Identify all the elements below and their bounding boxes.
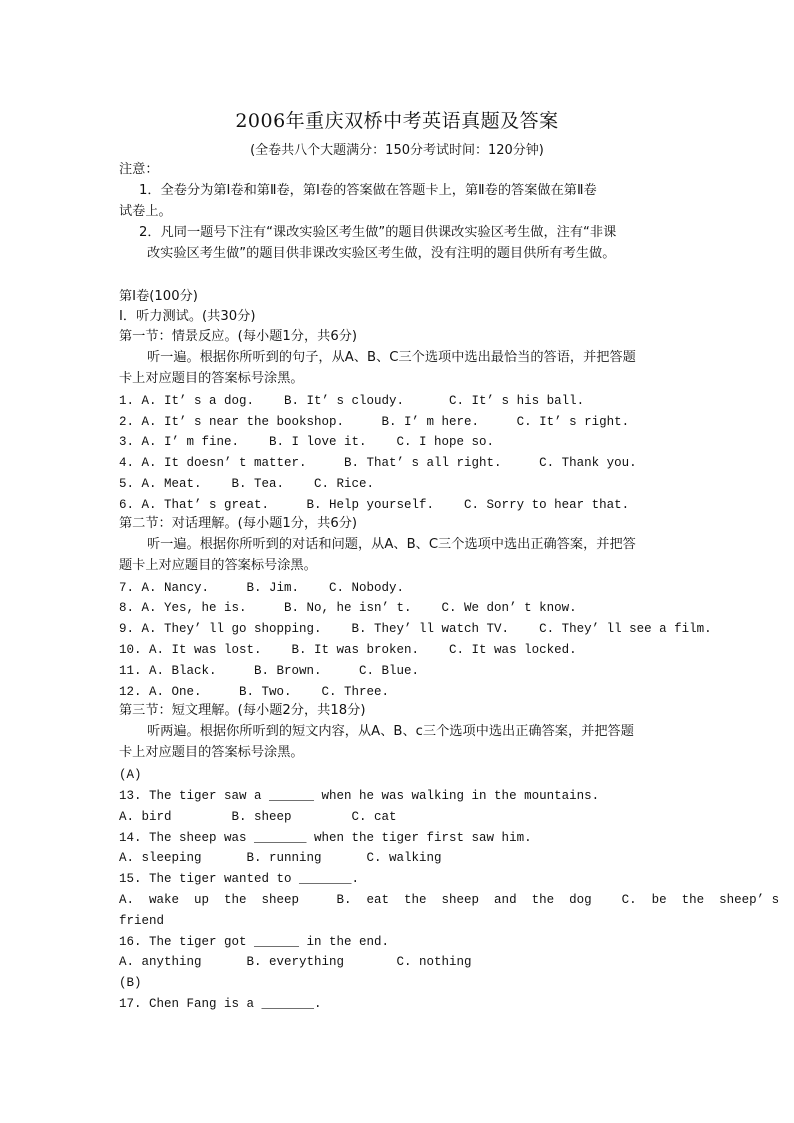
question-10: 10. A. It was lost. B. It was broken. C. It was locked. bbox=[119, 643, 577, 657]
passage-b-label: (B) bbox=[119, 976, 142, 990]
section-1-instructions-cont: 卡上对应题目的答案标号涂黑。 bbox=[119, 371, 304, 386]
question-13: 13. The tiger saw a ______ when he was walking in the mountains. bbox=[119, 789, 600, 803]
notice-heading: 注意： bbox=[119, 162, 159, 177]
question-13-options: A. bird B. sheep C. cat bbox=[119, 810, 397, 824]
question-14: 14. The sheep was _______ when the tiger first saw him. bbox=[119, 831, 532, 845]
question-11: 11. A. Black. B. Brown. C. Blue. bbox=[119, 664, 420, 678]
question-7: 7. A. Nancy. B. Jim. C. Nobody. bbox=[119, 581, 405, 595]
notice-item-2: 2．凡同一题号下注有“课改实验区考生做”的题目供课改实验区考生做，注有“非课 bbox=[139, 225, 617, 240]
question-16-options: A. anything B. everything C. nothing bbox=[119, 955, 472, 969]
section-1-instructions: 听一遍。根据你所听到的句子，从A、B、C三个选项中选出最恰当的答语，并把答题 bbox=[147, 350, 636, 365]
question-15-options: A. wake up the sheep B. eat the sheep and the dog C. be the sheep’ s bbox=[119, 893, 780, 907]
notice-item-2-cont: 改实验区考生做”的题目供非课改实验区考生做，没有注明的题目供所有考生做。 bbox=[147, 246, 616, 261]
part-1-heading: 第Ⅰ卷(100分) bbox=[119, 289, 198, 304]
listening-heading: I．听力测试。(共30分) bbox=[119, 309, 256, 324]
notice-item-1-cont: 试卷上。 bbox=[119, 204, 172, 219]
question-16: 16. The tiger got ______ in the end. bbox=[119, 935, 390, 949]
question-3: 3. A. I’ m fine. B. I love it. C. I hope so. bbox=[119, 435, 495, 449]
question-14-options: A. sleeping B. running C. walking bbox=[119, 851, 442, 865]
question-6: 6. A. That’ s great. B. Help yourself. C. Sorry to hear that. bbox=[119, 498, 630, 512]
question-2: 2. A. It’ s near the bookshop. B. I’ m here. C. It’ s right. bbox=[119, 415, 630, 429]
section-1-heading: 第一节：情景反应。(每小题1分，共6分) bbox=[119, 329, 358, 344]
section-2-heading: 第二节：对话理解。(每小题1分，共6分) bbox=[119, 516, 358, 531]
question-15: 15. The tiger wanted to _______. bbox=[119, 872, 360, 886]
exam-info: (全卷共八个大题满分：150分考试时间：120分钟) bbox=[250, 143, 544, 158]
section-2-instructions-cont: 题卡上对应题目的答案标号涂黑。 bbox=[119, 558, 317, 573]
notice-item-1: 1．全卷分为第Ⅰ卷和第Ⅱ卷，第Ⅰ卷的答案做在答题卡上，第Ⅱ卷的答案做在第Ⅱ卷 bbox=[139, 183, 597, 198]
question-8: 8. A. Yes, he is. B. No, he isn’ t. C. We don’ t know. bbox=[119, 601, 577, 615]
section-2-instructions: 听一遍。根据你所听到的对话和问题，从A、B、C三个选项中选出正确答案，并把答 bbox=[147, 537, 636, 552]
question-1: 1. A. It’ s a dog. B. It’ s cloudy. C. It’ s his ball. bbox=[119, 394, 585, 408]
question-4: 4. A. It doesn’ t matter. B. That’ s all right. C. Thank you. bbox=[119, 456, 637, 470]
section-3-instructions-cont: 卡上对应题目的答案标号涂黑。 bbox=[119, 745, 304, 760]
section-3-instructions: 听两遍。根据你所听到的短文内容，从A、B、c三个选项中选出正确答案，并把答题 bbox=[147, 724, 634, 739]
question-12: 12. A. One. B. Two. C. Three. bbox=[119, 685, 390, 699]
passage-a-label: (A) bbox=[119, 768, 142, 782]
question-15-options-cont: friend bbox=[119, 914, 165, 928]
page-title: 2006年重庆双桥中考英语真题及答案 bbox=[235, 110, 559, 132]
question-9: 9. A. They’ ll go shopping. B. They’ ll watch TV. C. They’ ll see a film. bbox=[119, 622, 712, 636]
section-3-heading: 第三节：短文理解。(每小题2分，共18分) bbox=[119, 703, 366, 718]
question-5: 5. A. Meat. B. Tea. C. Rice. bbox=[119, 477, 375, 491]
question-17: 17. Chen Fang is a _______. bbox=[119, 997, 322, 1011]
